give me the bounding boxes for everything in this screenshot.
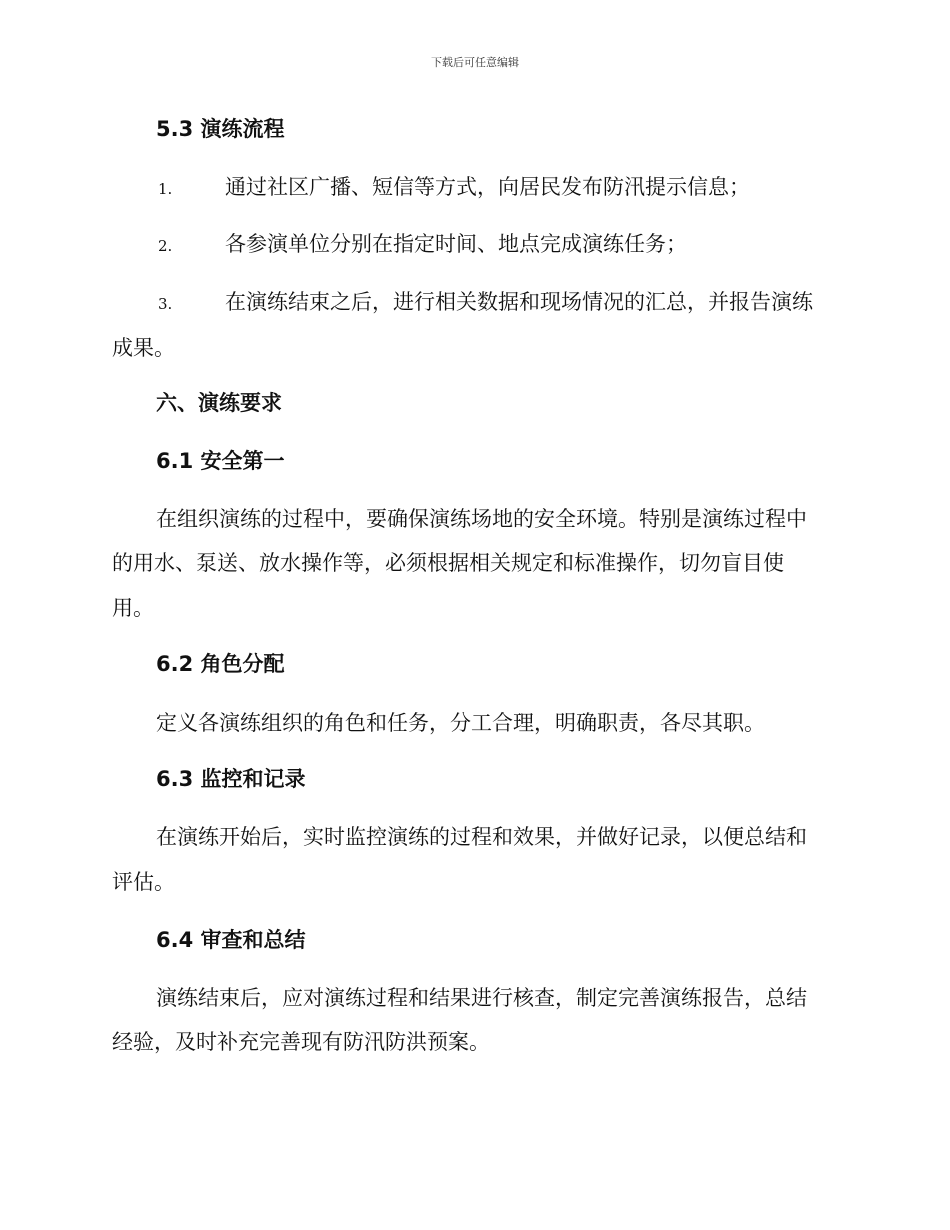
list-item <box>158 232 838 258</box>
list-item-continuation: 成果。 <box>112 336 175 360</box>
list-item-text: 在演练结束之后，进行相关数据和现场情况的汇总，并报告演练 <box>225 290 813 314</box>
list-item-number: 3. <box>158 295 173 313</box>
section-heading-6-4: 6.4 审查和总结 <box>156 928 306 952</box>
section-heading-6-1: 6.1 安全第一 <box>156 449 285 473</box>
list-item-number: 2. <box>158 237 173 255</box>
paragraph-line: 的用水、泵送、放水操作等，必须根据相关规定和标准操作，切勿盲目使 <box>112 551 784 575</box>
page-header-watermark: 下载后可任意编辑 <box>431 56 519 69</box>
section-heading-6-3: 6.3 监控和记录 <box>156 767 306 791</box>
paragraph-line: 经验，及时补充完善现有防汛防洪预案。 <box>112 1030 490 1054</box>
list-item <box>158 175 838 201</box>
paragraph-line: 在组织演练的过程中，要确保演练场地的安全环境。特别是演练过程中 <box>156 507 807 531</box>
section-heading-6-2: 6.2 角色分配 <box>156 652 285 676</box>
list-item-text: 通过社区广播、短信等方式，向居民发布防汛提示信息； <box>225 175 750 199</box>
list-item <box>158 290 838 316</box>
paragraph-line: 定义各演练组织的角色和任务，分工合理，明确职责，各尽其职。 <box>156 711 765 735</box>
section-heading-5-3: 5.3 演练流程 <box>156 117 285 141</box>
list-item-number: 1. <box>158 180 173 198</box>
paragraph-line: 用。 <box>112 596 154 620</box>
paragraph-line: 演练结束后，应对演练过程和结果进行核查，制定完善演练报告，总结 <box>156 986 807 1010</box>
list-item-text: 各参演单位分别在指定时间、地点完成演练任务； <box>225 232 687 256</box>
paragraph-line: 评估。 <box>112 870 175 894</box>
section-heading-6: 六、演练要求 <box>156 391 282 415</box>
paragraph-line: 在演练开始后，实时监控演练的过程和效果，并做好记录，以便总结和 <box>156 825 807 849</box>
